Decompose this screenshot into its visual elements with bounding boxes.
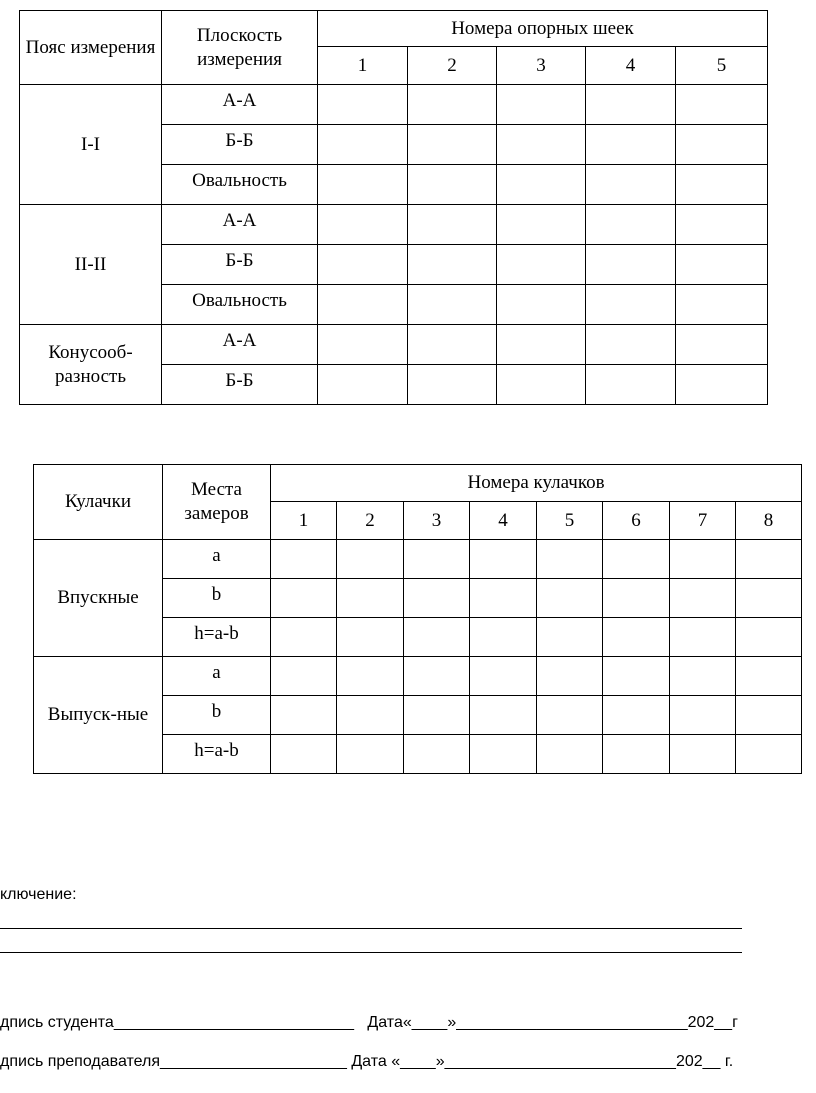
empty-cell[interactable] <box>676 365 768 405</box>
empty-cell[interactable] <box>603 618 670 657</box>
conclusion-line-1 <box>0 928 742 929</box>
empty-cell[interactable] <box>408 285 497 325</box>
conclusion-label: ключение: <box>0 886 77 903</box>
empty-cell[interactable] <box>676 285 768 325</box>
empty-cell[interactable] <box>586 245 676 285</box>
row-label: Б-Б <box>162 245 318 285</box>
row-label: b <box>163 696 271 735</box>
teacher-signature-line: дпись преподавателя_____________________ Дата «____»__________________________202__ г. <box>0 1053 734 1070</box>
student-signature-line: дпись студента___________________________ Дата«____»__________________________202__г <box>0 1014 738 1031</box>
empty-cell[interactable] <box>408 85 497 125</box>
journal-table <box>19 10 768 405</box>
empty-cell[interactable] <box>497 85 586 125</box>
empty-cell[interactable] <box>470 696 537 735</box>
row-label: Овальность <box>162 285 318 325</box>
empty-cell[interactable] <box>337 657 404 696</box>
empty-cell[interactable] <box>318 85 408 125</box>
empty-cell[interactable] <box>537 618 603 657</box>
empty-cell[interactable] <box>404 696 470 735</box>
empty-cell[interactable] <box>603 657 670 696</box>
column-number: 8 <box>736 502 802 540</box>
empty-cell[interactable] <box>497 205 586 245</box>
numbers-group-header: Номера опорных шеек <box>318 11 768 47</box>
empty-cell[interactable] <box>470 657 537 696</box>
empty-cell[interactable] <box>603 696 670 735</box>
empty-cell[interactable] <box>537 696 603 735</box>
group-label: Конусооб-разность <box>20 325 162 405</box>
empty-cell[interactable] <box>586 285 676 325</box>
empty-cell[interactable] <box>736 618 802 657</box>
belt-header: Пояс измерения <box>20 11 162 85</box>
empty-cell[interactable] <box>497 245 586 285</box>
empty-cell[interactable] <box>676 205 768 245</box>
empty-cell[interactable] <box>404 735 470 774</box>
empty-cell[interactable] <box>408 325 497 365</box>
empty-cell[interactable] <box>676 165 768 205</box>
empty-cell[interactable] <box>736 579 802 618</box>
empty-cell[interactable] <box>497 365 586 405</box>
empty-cell[interactable] <box>497 165 586 205</box>
empty-cell[interactable] <box>586 325 676 365</box>
row-label: А-А <box>162 325 318 365</box>
empty-cell[interactable] <box>318 205 408 245</box>
empty-cell[interactable] <box>271 735 337 774</box>
empty-cell[interactable] <box>404 579 470 618</box>
empty-cell[interactable] <box>318 165 408 205</box>
empty-cell[interactable] <box>408 165 497 205</box>
empty-cell[interactable] <box>318 125 408 165</box>
empty-cell[interactable] <box>537 735 603 774</box>
empty-cell[interactable] <box>318 245 408 285</box>
row-label: a <box>163 657 271 696</box>
row-label: А-А <box>162 205 318 245</box>
table-row <box>34 657 802 696</box>
empty-cell[interactable] <box>670 579 736 618</box>
empty-cell[interactable] <box>404 540 470 579</box>
column-number: 6 <box>603 502 670 540</box>
row-label: Б-Б <box>162 365 318 405</box>
empty-cell[interactable] <box>586 125 676 165</box>
empty-cell[interactable] <box>470 618 537 657</box>
table-row <box>34 540 802 579</box>
empty-cell[interactable] <box>404 618 470 657</box>
empty-cell[interactable] <box>603 540 670 579</box>
empty-cell[interactable] <box>271 579 337 618</box>
empty-cell[interactable] <box>736 696 802 735</box>
empty-cell[interactable] <box>408 365 497 405</box>
empty-cell[interactable] <box>271 540 337 579</box>
empty-cell[interactable] <box>537 579 603 618</box>
row-label: h=a-b <box>163 618 271 657</box>
empty-cell[interactable] <box>586 205 676 245</box>
plane-header: Плоскость измерения <box>162 11 318 85</box>
header-row <box>34 465 802 502</box>
group-label: I-I <box>20 85 162 205</box>
empty-cell[interactable] <box>470 735 537 774</box>
empty-cell[interactable] <box>670 540 736 579</box>
empty-cell[interactable] <box>497 325 586 365</box>
table-row <box>20 205 768 245</box>
header-row <box>20 11 768 47</box>
empty-cell[interactable] <box>586 85 676 125</box>
conclusion-line-2 <box>0 952 742 953</box>
row-label: h=a-b <box>163 735 271 774</box>
column-number: 4 <box>586 47 676 85</box>
empty-cell[interactable] <box>470 579 537 618</box>
empty-cell[interactable] <box>670 618 736 657</box>
group-label: Выпуск-ные <box>34 657 163 774</box>
empty-cell[interactable] <box>586 165 676 205</box>
empty-cell[interactable] <box>497 285 586 325</box>
empty-cell[interactable] <box>537 657 603 696</box>
column-number: 2 <box>408 47 497 85</box>
column-number: 5 <box>537 502 603 540</box>
empty-cell[interactable] <box>497 125 586 165</box>
empty-cell[interactable] <box>670 657 736 696</box>
cams-header: Кулачки <box>34 465 163 540</box>
row-label: Б-Б <box>162 125 318 165</box>
empty-cell[interactable] <box>337 540 404 579</box>
empty-cell[interactable] <box>318 285 408 325</box>
empty-cell[interactable] <box>676 125 768 165</box>
empty-cell[interactable] <box>408 245 497 285</box>
empty-cell[interactable] <box>404 657 470 696</box>
empty-cell[interactable] <box>736 657 802 696</box>
column-number: 7 <box>670 502 736 540</box>
empty-cell[interactable] <box>271 696 337 735</box>
empty-cell[interactable] <box>736 540 802 579</box>
empty-cell[interactable] <box>318 365 408 405</box>
empty-cell[interactable] <box>586 365 676 405</box>
empty-cell[interactable] <box>676 245 768 285</box>
empty-cell[interactable] <box>670 735 736 774</box>
empty-cell[interactable] <box>337 735 404 774</box>
empty-cell[interactable] <box>537 540 603 579</box>
empty-cell[interactable] <box>670 696 736 735</box>
column-number: 3 <box>404 502 470 540</box>
empty-cell[interactable] <box>408 205 497 245</box>
empty-cell[interactable] <box>337 696 404 735</box>
column-number: 5 <box>676 47 768 85</box>
column-number: 1 <box>271 502 337 540</box>
column-number: 1 <box>318 47 408 85</box>
empty-cell[interactable] <box>676 85 768 125</box>
numbers-group-header: Номера кулачков <box>271 465 802 502</box>
row-label: Овальность <box>162 165 318 205</box>
empty-cell[interactable] <box>603 735 670 774</box>
group-label: Впускные <box>34 540 163 657</box>
row-label: b <box>163 579 271 618</box>
row-label: А-А <box>162 85 318 125</box>
column-number: 2 <box>337 502 404 540</box>
empty-cell[interactable] <box>736 735 802 774</box>
empty-cell[interactable] <box>470 540 537 579</box>
column-number: 3 <box>497 47 586 85</box>
places-header: Места замеров <box>163 465 271 540</box>
empty-cell[interactable] <box>337 579 404 618</box>
table-row <box>20 85 768 125</box>
column-number: 4 <box>470 502 537 540</box>
empty-cell[interactable] <box>408 125 497 165</box>
empty-cell[interactable] <box>318 325 408 365</box>
empty-cell[interactable] <box>603 579 670 618</box>
empty-cell[interactable] <box>271 618 337 657</box>
table-row <box>20 325 768 365</box>
empty-cell[interactable] <box>271 657 337 696</box>
cams-table <box>33 464 802 774</box>
group-label: II-II <box>20 205 162 325</box>
empty-cell[interactable] <box>337 618 404 657</box>
empty-cell[interactable] <box>676 325 768 365</box>
row-label: a <box>163 540 271 579</box>
